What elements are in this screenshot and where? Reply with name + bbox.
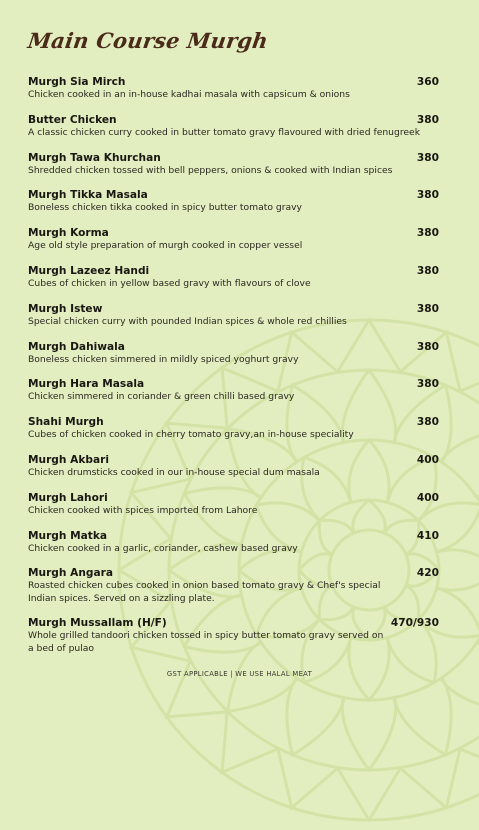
menu-item-murgh-sia-mirch: [28, 76, 439, 114]
item-name: Murgh Dahiwala: [28, 340, 125, 353]
item-price: 380: [416, 264, 439, 277]
menu-item-murgh-dahiwala: [28, 341, 439, 379]
item-name: Murgh Hara Masala: [28, 378, 145, 391]
item-description: Shredded chicken tossed with bell peppers, onions & cooked with Indian spices: [28, 164, 393, 176]
menu-list: [28, 76, 439, 667]
item-name: Murgh Lazeez Handi: [28, 264, 150, 277]
item-name: Murgh Lahori: [28, 491, 108, 504]
item-price: 380: [416, 151, 439, 164]
item-description: Chicken cooked with spices imported from Lahore: [28, 504, 258, 516]
item-name: Shahi Murgh: [28, 416, 104, 429]
item-price: 380: [416, 340, 439, 353]
item-name: Murgh Matka: [28, 529, 108, 542]
item-description: Boneless chicken simmered in mildly spiced yoghurt gravy: [28, 353, 299, 365]
item-price: 380: [416, 302, 439, 315]
item-description: Roasted chicken cubes cooked in onion based tomato gravy & Chef's special Indian spices. Served on a sizzling plate.: [28, 580, 381, 604]
menu-item-murgh-lahori: [28, 492, 439, 530]
item-price: 410: [416, 529, 439, 542]
mandala-shape: [459, 711, 479, 772]
item-description: Cubes of chicken cooked in cherry tomato gravy,an in-house speciality: [28, 429, 354, 441]
menu-item-murgh-korma: [28, 227, 439, 265]
item-price: 380: [416, 227, 439, 240]
item-price: 380: [416, 189, 439, 202]
item-name: Murgh Korma: [28, 227, 109, 240]
item-name: Murgh Tawa Khurchan: [28, 151, 161, 164]
item-price: 420: [416, 567, 439, 580]
mandala-shape: [400, 748, 461, 808]
menu-item-murgh-tawa-khurchan: [28, 152, 439, 190]
item-price: 470/930: [390, 617, 439, 630]
menu-item-murgh-matka: [28, 530, 439, 568]
item-name: Murgh Angara: [28, 567, 113, 580]
item-price: 360: [416, 76, 439, 88]
menu-item-butter-chicken: [28, 114, 439, 152]
item-name: Murgh Sia Mirch: [28, 76, 126, 88]
page-title: Main Course Murgh: [26, 28, 270, 53]
mandala-shape: [222, 711, 279, 772]
item-price: 380: [416, 416, 439, 429]
item-name: Murgh Istew: [28, 302, 103, 315]
item-description: Chicken cooked in an in-house kadhai masala with capsicum & onions: [28, 89, 350, 100]
item-description: A classic chicken curry cooked in butter tomato gravy flavoured with dried fenugreek: [28, 126, 421, 138]
item-description: Special chicken curry with pounded Indian spices & whole red chillies: [28, 315, 347, 327]
item-description: Age old style preparation of murgh cooked in copper vessel: [28, 240, 303, 252]
item-price: 380: [416, 378, 439, 391]
mandala-shape: [337, 767, 401, 820]
item-description: Whole grilled tandoori chicken tossed in spicy butter tomato gravy served on a bed of pulao: [28, 630, 384, 654]
item-price: 380: [416, 113, 439, 126]
menu-item-murgh-mussallam: [28, 617, 439, 667]
item-price: 400: [416, 453, 439, 466]
footer-note: GST APPLICABLE | WE USE HALAL MEAT: [166, 670, 313, 678]
item-price: 400: [416, 491, 439, 504]
item-description: Boneless chicken tikka cooked in spicy butter tomato gravy: [28, 202, 302, 214]
item-description: Chicken cooked in a garlic, coriander, cashew based gravy: [28, 542, 298, 554]
menu-item-murgh-tikka-masala: [28, 189, 439, 227]
menu-item-shahi-murgh: [28, 416, 439, 454]
item-description: Chicken simmered in coriander & green chilli based gravy: [28, 391, 295, 403]
item-name: Murgh Tikka Masala: [28, 189, 148, 202]
menu-item-murgh-istew: [28, 303, 439, 341]
mandala-shape: [342, 697, 396, 770]
menu-item-murgh-akbari: [28, 454, 439, 492]
menu-item-murgh-lazeez-handi: [28, 265, 439, 303]
item-name: Murgh Akbari: [28, 453, 109, 466]
item-description: Cubes of chicken in yellow based gravy with flavours of clove: [28, 277, 311, 289]
item-name: Murgh Mussallam (H/F): [28, 617, 167, 630]
item-name: Butter Chicken: [28, 113, 117, 126]
item-description: Chicken drumsticks cooked in our in-house special dum masala: [28, 466, 320, 478]
menu-item-murgh-angara: [28, 567, 439, 617]
mandala-shape: [278, 748, 339, 808]
menu-item-murgh-hara-masala: [28, 378, 439, 416]
